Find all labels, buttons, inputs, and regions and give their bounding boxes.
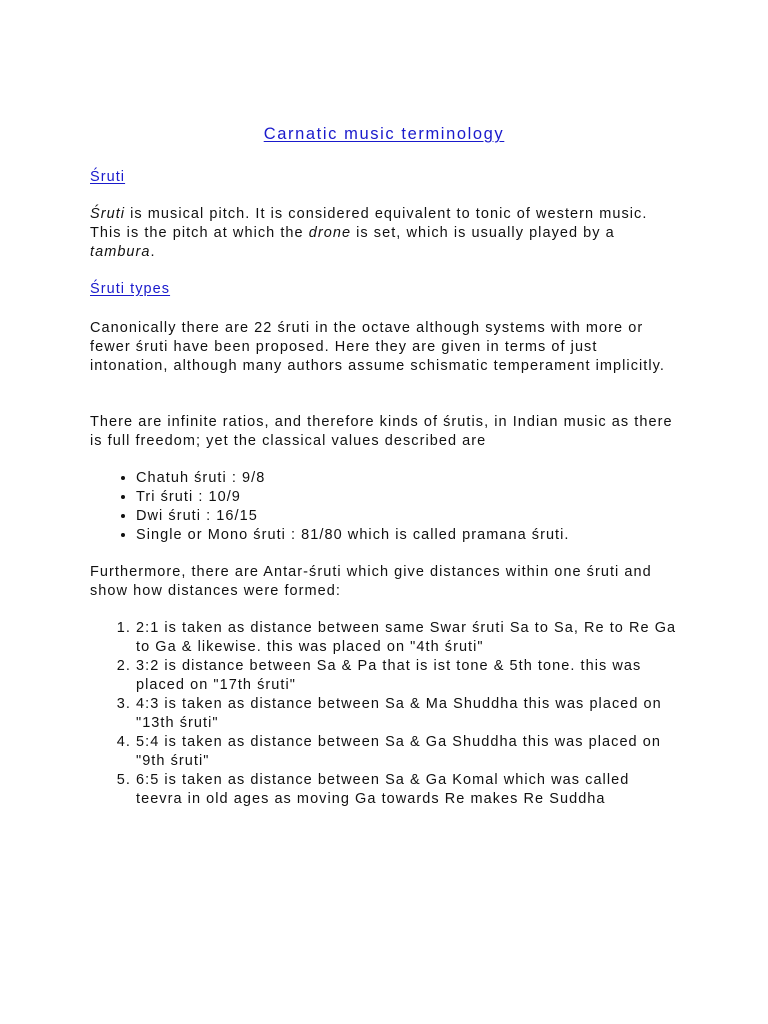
sruti-heading-link[interactable]: Śruti xyxy=(90,169,126,185)
section-heading-sruti xyxy=(90,169,125,185)
antar-sruti-numbered-list xyxy=(90,619,680,809)
sruti-text-2: is set, which is usually played by a xyxy=(351,225,615,241)
title-link[interactable]: Carnatic music terminology xyxy=(263,125,505,143)
section-heading-sruti-types xyxy=(90,281,170,297)
numbered-item: 2. 3:2 is distance between Sa & Pa that is ist tone & 5th tone. this was placed on "17th śruti" xyxy=(136,657,680,695)
sruti-values-bullet-list xyxy=(90,469,680,545)
sruti-definition-paragraph xyxy=(90,205,680,262)
sruti-term: Śruti xyxy=(90,206,126,222)
numbered-item: 5. 6:5 is taken as distance between Sa & Ga Komal which was called teevra in old ages as moving Ga towards Re makes Re Suddha xyxy=(136,771,680,809)
page-title xyxy=(0,125,768,144)
numbered-item: 3. 4:3 is taken as distance between Sa & Ma Shuddha this was placed on "13th śruti" xyxy=(136,695,680,733)
paragraph-text: Canonically there are 22 śruti in the octave although systems with more or fewer śruti have been proposed. Here they are given in terms of just intonation, although many authors assume schismatic temperament implicitly. xyxy=(90,320,665,374)
paragraph-text: There are infinite ratios, and therefore kinds of śrutis, in Indian music as there is full freedom; yet the classical values described are xyxy=(90,414,673,449)
tambura-term: tambura xyxy=(90,244,151,260)
numbered-item: 1. 2:1 is taken as distance between same Swar śruti Sa to Sa, Re to Re Ga to Ga & likewise. this was placed on "4th śruti" xyxy=(136,619,680,657)
bullet-item: • Single or Mono śruti : 81/80 which is called pramana śruti. xyxy=(136,526,680,545)
sruti-types-heading-link[interactable]: Śruti types xyxy=(90,281,171,297)
antar-sruti-paragraph xyxy=(90,563,680,601)
sruti-types-paragraph-2 xyxy=(90,413,680,451)
bullet-item: • Dwi śruti : 16/15 xyxy=(136,507,680,526)
bullet-item: • Tri śruti : 10/9 xyxy=(136,488,680,507)
paragraph-text: Furthermore, there are Antar-śruti which give distances within one śruti and show how distances were formed: xyxy=(90,564,652,599)
numbered-item: 4. 5:4 is taken as distance between Sa & Ga Shuddha this was placed on "9th śruti" xyxy=(136,733,680,771)
sruti-text-3: . xyxy=(150,244,156,260)
sruti-types-paragraph-1 xyxy=(90,319,680,376)
drone-term: drone xyxy=(308,225,352,241)
bullet-item: • Chatuh śruti : 9/8 xyxy=(136,469,680,488)
sruti-text-1: is musical pitch. It is considered equivalent to tonic of western music. This is the pitch at which the xyxy=(90,206,648,241)
